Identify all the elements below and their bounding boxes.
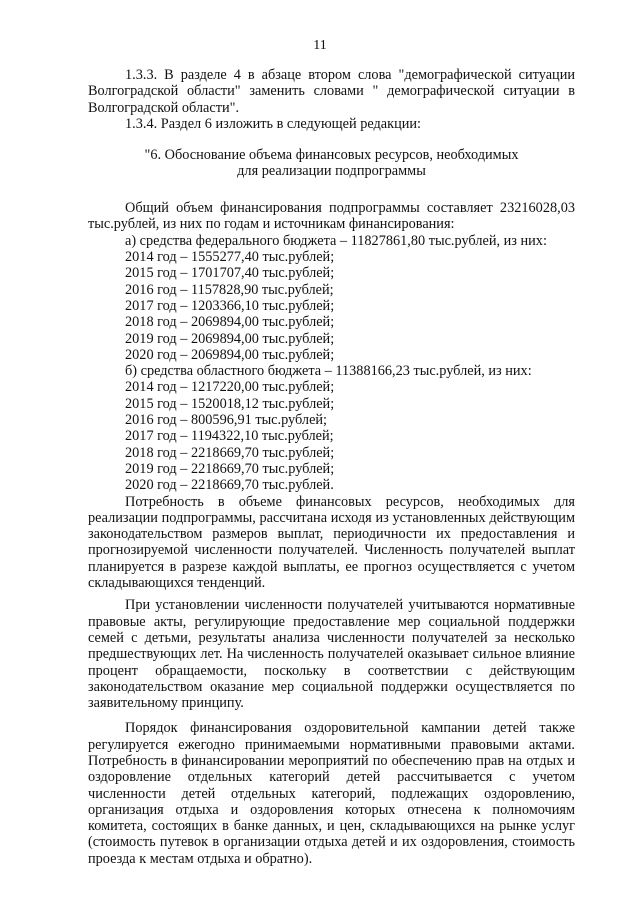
regional-budget-heading: б) средства областного бюджета – 11388166,23 тыс.рублей, из них: [125,363,532,380]
list-item: 2020 год – 2218669,70 тыс.рублей. [125,477,334,494]
federal-budget-list [88,233,575,363]
list-item: 2019 год – 2218669,70 тыс.рублей; [125,460,335,477]
list-item: 2014 год – 1555277,40 тыс.рублей; [125,249,335,266]
list-item: 2016 год – 800596,91 тыс.рублей; [125,412,328,429]
paragraph-financing-need: Потребность в объеме финансовых ресурсов, необходимых для реализации подпрограммы, рассчитана исходя из установленных действующим законодательством размеров выплат, периодичности их предоставления и прогнозируемой численности получателей. Численность получателей выплат планируется в разрезе каждой выплаты, ее прогноз осуществляется с учетом складывающихся тенденций. [88,493,575,592]
paragraph-1-3-4: 1.3.4. Раздел 6 изложить в следующей редакции: [125,115,422,132]
paragraph-recipient-count: При установлении численности получателей учитываются нормативные правовые акты, регулирующие предоставление мер социальной поддержки семей с детьми, результаты анализа численности получателей за несколько предшествующих лет. На численность получателей оказывает сильное влияние процент обращаемости, поскольку в соответствии с действующим законодательством оказание мер социальной поддержки осуществляется по заявительному принципу. [88,597,575,712]
page-number: 11 [313,38,327,53]
list-item: 2014 год – 1217220,00 тыс.рублей; [125,379,335,396]
list-item: 2020 год – 2069894,00 тыс.рублей; [125,346,335,363]
list-item: 2019 год – 2069894,00 тыс.рублей; [125,330,335,347]
list-item: 2015 год – 1701707,40 тыс.рублей; [125,265,335,282]
federal-budget-heading: а) средства федерального бюджета – 11827861,80 тыс.рублей, из них: [125,232,547,249]
section-heading [88,148,575,179]
section-heading-line-2: для реализации подпрограммы [237,162,426,179]
list-item: 2018 год – 2218669,70 тыс.рублей; [125,444,335,461]
document-body [88,67,575,867]
paragraph-total-financing: Общий объем финансирования подпрограммы составляет 23216028,03 тыс.рублей, из них по годам и источникам финансирования: [88,200,575,233]
list-item: 2016 год – 1157828,90 тыс.рублей; [125,281,334,298]
paragraph-health-campaign: Порядок финансирования оздоровительной кампании детей также регулируется ежегодно принимаемыми нормативными правовыми актами. Потребность в финансировании мероприятий по обеспечению прав на отдых и оздоровление отдельных категорий детей рассчитывается с учетом численности детей отдельных категорий, подлежащих оздоровлению, организация отдыха и оздоровления которых отнесена к полномочиям комитета, состоящих в банке данных, и цен, складывающихся на рынке услуг (стоимость путевок в организации отдыха детей и их оздоровления, стоимость проезда к местам отдыха и обратно). [88,720,575,867]
list-item: 2018 год – 2069894,00 тыс.рублей; [125,314,335,331]
list-item: 2017 год – 1194322,10 тыс.рублей; [125,428,334,445]
paragraph-1-3-3: 1.3.3. В разделе 4 в абзаце втором слова "демографической ситуации Волгоградской области" заменить словами " демографической ситуации в Волгоградской области". [88,67,575,116]
section-heading-line-1: "6. Обоснование объема финансовых ресурсов, необходимых [144,147,519,164]
list-item: 2015 год – 1520018,12 тыс.рублей; [125,395,335,412]
regional-budget-list [88,363,575,493]
list-item: 2017 год – 1203366,10 тыс.рублей; [125,297,335,314]
